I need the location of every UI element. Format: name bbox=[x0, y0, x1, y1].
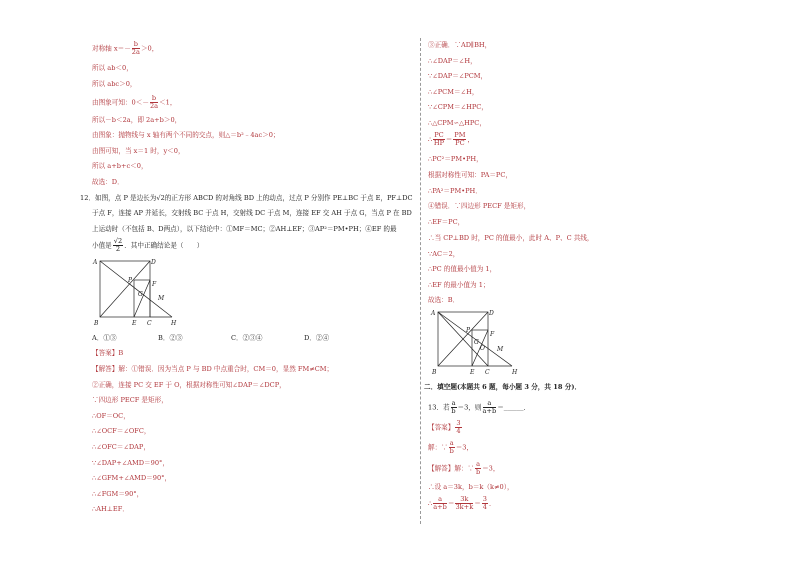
solution-line: ∴PA²＝PM•PH． bbox=[428, 187, 482, 195]
label-G: G bbox=[474, 339, 479, 346]
solution-line: ∴△CPM∽△HPC， bbox=[428, 119, 486, 127]
solution-line: ∵∠DAP＝∠PCM， bbox=[428, 72, 488, 80]
section-heading: 二．填空题(本题共 6 题，每小题 3 分，共 18 分)． bbox=[424, 383, 582, 391]
solution-line: 由图象可知：0＜－ $\frac{b}{2a}$ ＜1， bbox=[92, 94, 177, 110]
label-C: C bbox=[147, 320, 152, 327]
solution-line: 故选：B． bbox=[428, 296, 460, 304]
label-F: F bbox=[152, 281, 157, 288]
solution-line: ∴ $\frac{PC}{HP}$ ＝ $\frac{PM}{PC}$ ， bbox=[428, 131, 475, 147]
label-M: M bbox=[158, 295, 165, 302]
solution-line: 解：∵ $\frac{a}{b}$ ＝3， bbox=[428, 439, 474, 455]
question-13: 13．若 $\frac{a}{b}$ ＝3，则 $\frac{a}{a+b}$ ＝______． bbox=[428, 399, 531, 415]
solution-line: ∴当 CP⊥BD 时，PC 的值最小，此时 A、P、C 共线， bbox=[428, 234, 594, 242]
solution-line: ③正确．∵AD∥BH， bbox=[428, 41, 492, 49]
label-P: P bbox=[128, 277, 133, 284]
label-O: O bbox=[480, 345, 485, 352]
solution-line: ∴∠PCM＝∠H， bbox=[428, 88, 479, 96]
question-12-line: 于点 F，连接 AP 并延长，交射线 BC 于点 H，交射线 DC 于点 M，连接 EF 交 AH 于点 G，当点 P 在 BD bbox=[92, 209, 412, 217]
solution-line: ∴∠OCF＝∠OFC， bbox=[92, 427, 151, 435]
option-a[interactable]: A．①③ bbox=[92, 334, 117, 342]
label-M: M bbox=[497, 346, 504, 353]
answer-label: 【答案】 $\frac{3}{4}$ bbox=[428, 419, 461, 435]
solution-line: ∴PC²＝PM•PH， bbox=[428, 155, 483, 163]
solution-line: ∴AH⊥EF． bbox=[92, 505, 129, 513]
label-E: E bbox=[132, 320, 137, 327]
label-C: C bbox=[485, 369, 490, 376]
label-D: D bbox=[151, 259, 156, 266]
solution-line: ∵四边形 PECF 是矩形， bbox=[92, 396, 168, 404]
solution-line: 由图象：抛物线与 x 轴有两个不同的交点，则△＝b²﹣4ac＞0； bbox=[92, 131, 280, 139]
square-figure-2 bbox=[430, 308, 520, 376]
solution-line: ∴设 a＝3k，b＝k（k≠0）， bbox=[428, 483, 514, 491]
label-A: A bbox=[431, 310, 436, 317]
solution-line: ∴∠GFM+∠AMD＝90°， bbox=[92, 474, 172, 482]
label-G: G bbox=[138, 291, 143, 298]
label-H: H bbox=[171, 320, 177, 327]
solution-line: 【解答】解：①错误．因为当点 P 与 BD 中点重合时，CM＝0，显然 FM≠CM； bbox=[92, 365, 334, 373]
solution-line: 所以 abc＞0， bbox=[92, 80, 137, 88]
solution-line: ∴∠OFC＝∠DAP， bbox=[92, 443, 150, 451]
solution-line: ∵∠DAP+∠AMD＝90°， bbox=[92, 459, 169, 467]
solution-line: ∴ $\frac{a}{a+b}$ ＝ $\frac{3k}{3k+k}$ ＝ $\frac{3}{4}$ ． bbox=[428, 495, 496, 511]
solution-line: 所以 a+b+c＜0， bbox=[92, 162, 148, 170]
solution-line: 根据对称性可知：PA＝PC， bbox=[428, 171, 513, 179]
solution-line: 故选：D． bbox=[92, 178, 124, 186]
solution-line: ∵∠CPM＝∠HPC， bbox=[428, 103, 488, 111]
solution-line: 【解答】解：∵ $\frac{a}{b}$ ＝3， bbox=[428, 460, 500, 476]
solution-line: ∴OF＝OC， bbox=[92, 412, 130, 420]
option-c[interactable]: C．②③④ bbox=[231, 334, 263, 342]
solution-line: 所以－b＜2a，即 2a+b＞0， bbox=[92, 116, 182, 124]
solution-line: ②正确，连接 PC 交 EF 于 O，根据对称性可知∠DAP＝∠DCP， bbox=[92, 381, 286, 389]
solution-line: ∵AC＝2， bbox=[428, 250, 460, 258]
label-D: D bbox=[489, 310, 494, 317]
solution-line: ∴PC 的值最小值为 1， bbox=[428, 265, 497, 273]
answer-label: 【答案】B bbox=[92, 349, 124, 357]
solution-line: ④错误．∵四边形 PECF 是矩形， bbox=[428, 202, 531, 210]
label-B: B bbox=[94, 320, 99, 327]
question-12-line: 12．如图，点 P 是边长为√2的正方形 ABCD 的对角线 BD 上的动点，过点 P 分别作 PE⊥BC 于点 E，PF⊥DC bbox=[80, 194, 413, 202]
solution-line: 对称轴 x＝－ $\frac{b}{2a}$ ＞0， bbox=[92, 40, 159, 56]
label-F: F bbox=[490, 331, 495, 338]
solution-line: ∴EF＝PC， bbox=[428, 218, 465, 226]
column-divider bbox=[420, 38, 421, 524]
label-P: P bbox=[466, 327, 471, 334]
solution-line: ∴∠FGM＝90°， bbox=[92, 490, 144, 498]
question-12-line: 小值是 $\frac{√2}{2}$ ．其中正确结论是（ ） bbox=[92, 237, 204, 253]
option-b[interactable]: B．②③ bbox=[158, 334, 183, 342]
label-A: A bbox=[93, 259, 98, 266]
square-figure-1 bbox=[92, 256, 180, 328]
label-E: E bbox=[470, 369, 475, 376]
label-B: B bbox=[432, 369, 437, 376]
solution-line: 所以 ab＜0， bbox=[92, 64, 133, 72]
label-H: H bbox=[512, 369, 518, 376]
solution-line: ∴∠DAP＝∠H， bbox=[428, 57, 477, 65]
option-d[interactable]: D．②④ bbox=[304, 334, 330, 342]
solution-line: ∴EF 的最小值为 1； bbox=[428, 281, 490, 289]
solution-line: 由图可知，当 x＝1 时，y＜0， bbox=[92, 147, 185, 155]
question-12-line: 上运动时（不包括 B、D两点），以下结论中：①MF＝MC；②AH⊥EF；③AP²＝PM•PH；④EF 的最 bbox=[92, 225, 397, 233]
